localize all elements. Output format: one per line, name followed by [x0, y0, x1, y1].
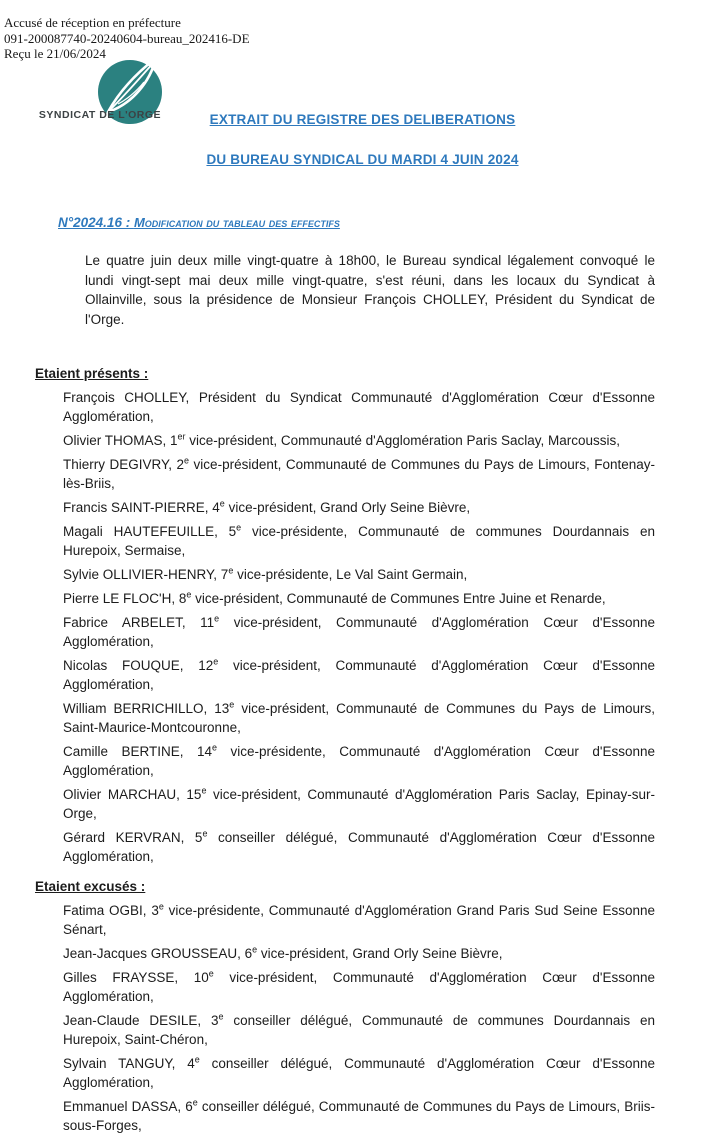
- section-heading-excused: Etaient excusés :: [35, 879, 146, 894]
- attendee-line: Fabrice ARBELET, 11e vice-président, Communauté d'Agglomération Cœur d'Essonne Agglomération,: [63, 613, 655, 649]
- document-body: [0, 215, 725, 1140]
- excused-list: [63, 901, 655, 1135]
- document-title-line1: EXTRAIT DU REGISTRE DES DELIBERATIONS: [209, 112, 516, 127]
- stamp-line-2: 091-200087740-20240604-bureau_202416-DE: [4, 30, 250, 46]
- attendee-line: Sylvie OLLIVIER-HENRY, 7e vice-présidente, Le Val Saint Germain,: [63, 565, 468, 582]
- attendee-line: Olivier MARCHAU, 15e vice-président, Communauté d'Agglomération Paris Saclay, Epinay-sur-Orge,: [63, 785, 655, 821]
- attendee-line: Gilles FRAYSSE, 10e vice-président, Communauté d'Agglomération Cœur d'Essonne Agglomération,: [63, 968, 656, 1004]
- attendee-line: Camille BERTINE, 14e vice-présidente, Communauté d'Agglomération Cœur d'Essonne Agglomération,: [63, 742, 655, 778]
- attendee-line: Sylvain TANGUY, 4e conseiller délégué, Communauté d'Agglomération Cœur d'Essonne Agglomération,: [63, 1054, 655, 1090]
- attendee-line: Olivier THOMAS, 1er vice-président, Communauté d'Agglomération Paris Saclay, Marcoussis,: [63, 431, 621, 448]
- stamp-line-3: Reçu le 21/06/2024: [4, 46, 106, 61]
- attendee-line: Emmanuel DASSA, 6e conseiller délégué, Communauté de Communes du Pays de Limours, Briis-sous-Forges,: [63, 1097, 655, 1133]
- stamp-line-1: Accusé de réception en préfecture: [4, 15, 181, 30]
- attendee-line: Jean-Claude DESILE, 3e conseiller délégué, Communauté de communes Dourdannais en Hurepoix, Saint-Chéron,: [63, 1011, 655, 1047]
- intro-paragraph: Le quatre juin deux mille vingt-quatre à 18h00, le Bureau syndical légalement convoqué le lundi vingt-sept mai deux mille vingt-quatre, s'est réuni, dans les locaux du Syndicat à Ollainville, sous la présidence de Monsieur François CHOLLEY, Président du Syndicat de l'Orge.: [85, 253, 655, 327]
- attendee-line: Pierre LE FLOC'H, 8e vice-président, Communauté de Communes Entre Juine et Renarde,: [63, 589, 606, 606]
- org-name-label: SYNDICAT DE L'ORGE: [38, 109, 162, 121]
- attendee-line: William BERRICHILLO, 13e vice-président, Communauté de Communes du Pays de Limours, Saint-Maurice-Montcouronne,: [63, 699, 655, 735]
- attendee-line: François CHOLLEY, Président du Syndicat Communauté d'Agglomération Cœur d'Essonne Agglomération,: [63, 390, 655, 424]
- attendee-line: Francis SAINT-PIERRE, 4e vice-président, Grand Orly Seine Bièvre,: [63, 498, 471, 515]
- deliberation-subject-label: Modification du tableau des effectifs: [133, 215, 340, 230]
- attendee-line: Fatima OGBI, 3e vice-présidente, Communauté d'Agglomération Grand Paris Sud Seine Essonne Sénart,: [63, 901, 656, 937]
- attendee-line: Jean-Jacques GROUSSEAU, 6e vice-président, Grand Orly Seine Bièvre,: [63, 944, 503, 961]
- document-title-line2: DU BUREAU SYNDICAL DU MARDI 4 JUIN 2024: [206, 152, 519, 167]
- present-list: [63, 388, 655, 866]
- attendee-line: Gérard KERVRAN, 5e conseiller délégué, Communauté d'Agglomération Cœur d'Essonne Agglomération,: [63, 828, 655, 864]
- deliberation-number: N°2024.16 :: [58, 215, 134, 230]
- attendee-line: Magali HAUTEFEUILLE, 5e vice-présidente, Communauté de communes Dourdannais en Hurepoix, Sermaise,: [63, 522, 655, 558]
- attendee-line: Thierry DEGIVRY, 2e vice-président, Communauté de Communes du Pays de Limours, Fontenay-lès-Briis,: [63, 455, 656, 491]
- attendee-line: Nicolas FOUQUE, 12e vice-président, Communauté d'Agglomération Cœur d'Essonne Agglomération,: [63, 656, 655, 692]
- section-heading-present: Etaient présents :: [35, 366, 149, 381]
- deliberation-subject: [58, 215, 725, 230]
